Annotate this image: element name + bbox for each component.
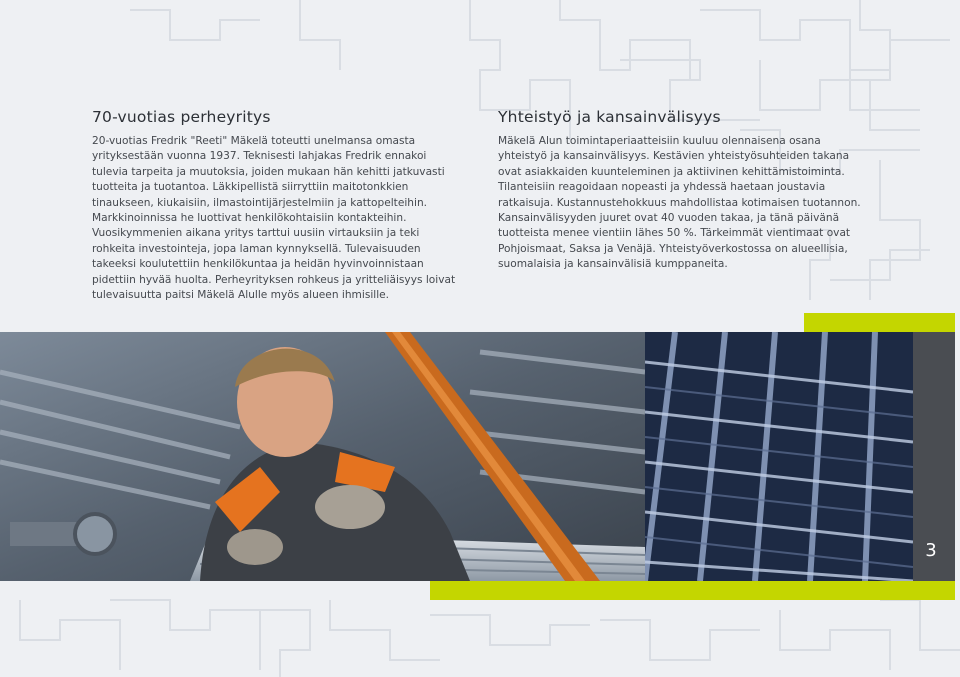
section-heading: Yhteistyö ja kansainvälisyys [498, 108, 721, 126]
section-heading: 70-vuotias perheyritys [92, 108, 271, 126]
section-family-company [92, 108, 462, 303]
worker-photo [0, 332, 645, 581]
accent-bar-bottom [430, 581, 955, 600]
accent-bar-top [804, 313, 955, 332]
section-body: 20-vuotias Fredrik "Reeti" Mäkelä toteutti unelmansa omasta yrityksestään vuonna 1937. Teknisesti lahjakas Fredrik ennakoi tulevia tarpeita ja muutoksia, joiden mukaan hän kehitti jatkuvasti tuotteita ja tuotantoa. Läkkipellistä siirryttiin maitotonkkien tinaukseen, kiukaisiin, ilmastointijärjestelmiin ja kattopelteihin. Markkinoinnissa he luottivat henkilökohtaisiin kontakteihin. Vuosikymmenien aikana yritys tarttui uusiin virtauksiin ja teki rohkeita investointeja, jopa laman kynnyksellä. Tulevaisuuden takeeksi koulutettiin henkilökuntaa ja heidän hyvinvoinnistaan pidettiin hyvää huolta. Perheyrityksen rohkeus ja yritteliäisyys loivat tulevaisuutta paitsi Mäkelä Alulle myös alueen ihmisille. [92, 135, 456, 302]
section-body: Mäkelä Alun toimintaperiaatteisiin kuuluu olennaisena osana yhteistyö ja kansainvälisyys. Kestävien yhteistyösuhteiden takana ovat asiakkaiden kuunteleminen ja aktiivinen kehittämistoiminta. Tilanteisiin reagoidaan nopeasti ja yhdessä haetaan joustavia ratkaisuja. Kustannustehokkuus mahdollistaa kotimaisen tuotannon. Kansainvälisyyden juuret ovat 40 vuoden takaa, ja tänä päivänä tuotteista menee vientiin lähes 50 %. Tärkeimmät vientimaat ovat Pohjoismaat, Saksa ja Venäjä. Yhteistyöverkostossa on alueellisia, suomalaisia ja kansainvälisiä kumppaneita. [498, 135, 861, 271]
profiles-photo [645, 332, 913, 581]
page-number: 3 [925, 540, 937, 561]
section-cooperation [498, 108, 873, 273]
